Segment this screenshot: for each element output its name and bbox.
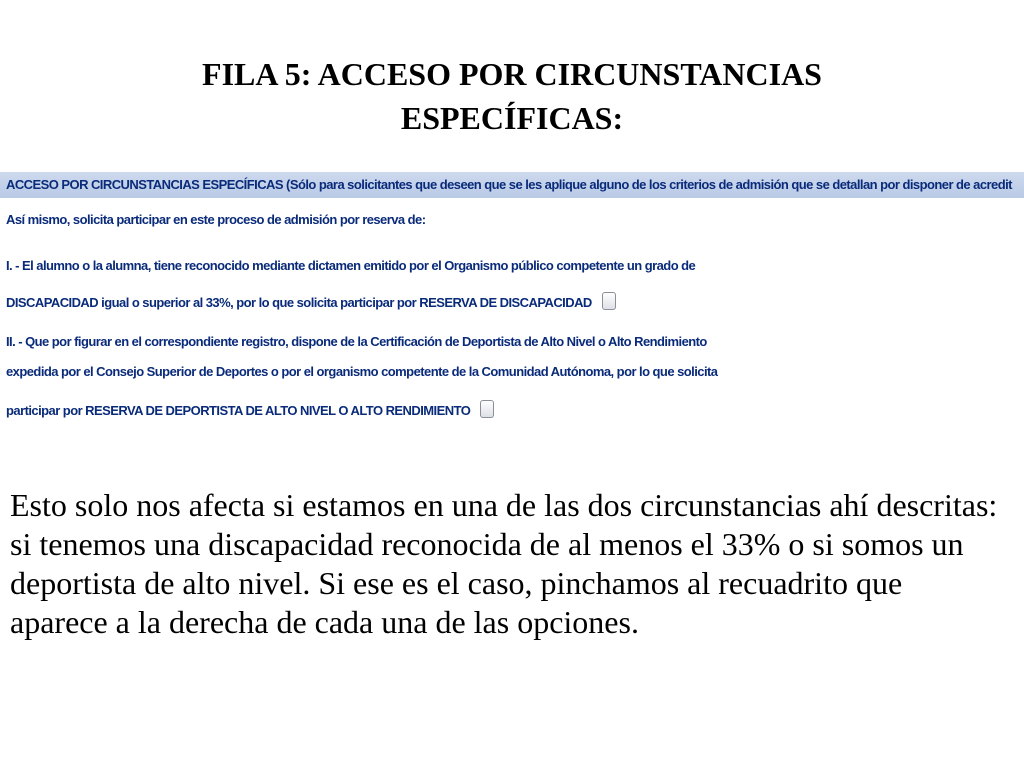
- option-1-row: [6, 292, 616, 310]
- option-1-line-2: DISCAPACIDAD igual o superior al 33%, por lo que solicita participar por RESERVA DE DISCAPACIDAD: [6, 295, 592, 310]
- discapacidad-checkbox[interactable]: [602, 292, 616, 310]
- deportista-checkbox[interactable]: [480, 400, 494, 418]
- form-intro-text: Así mismo, solicita participar en este proceso de admisión por reserva de:: [6, 212, 426, 227]
- option-1-line-1: I. - El alumno o la alumna, tiene reconocido mediante dictamen emitido por el Organismo público competente un grado de: [6, 258, 696, 273]
- slide-title: [62, 52, 962, 140]
- option-2-line-2: expedida por el Consejo Superior de Deportes o por el organismo competente de la Comunidad Autónoma, por lo que solicita: [6, 364, 718, 379]
- option-2-row: [6, 400, 494, 418]
- slide-title-line-1: FILA 5: ACCESO POR CIRCUNSTANCIAS: [202, 56, 822, 92]
- form-screenshot: [0, 168, 1024, 430]
- option-2-line-1: II. - Que por figurar en el correspondiente registro, dispone de la Certificación de Deportista de Alto Nivel o Alto Rendimiento: [6, 334, 707, 349]
- section-header-bar: ACCESO POR CIRCUNSTANCIAS ESPECÍFICAS (Sólo para solicitantes que deseen que se les aplique alguno de los criterios de admisión que se detallan por disponer de acredit: [0, 172, 1024, 198]
- option-2-line-3: participar por RESERVA DE DEPORTISTA DE ALTO NIVEL O ALTO RENDIMIENTO: [6, 403, 471, 418]
- slide-title-line-2: ESPECÍFICAS:: [400, 100, 624, 136]
- explanation-text: Esto solo nos afecta si estamos en una de las dos circunstancias ahí descritas: si tenemos una discapacidad reconocida de al menos el 33% o si somos un deportista de alto nivel. Si ese es el caso, pinchamos al recuadrito que aparece a la derecha de cada una de las opciones.: [10, 487, 998, 640]
